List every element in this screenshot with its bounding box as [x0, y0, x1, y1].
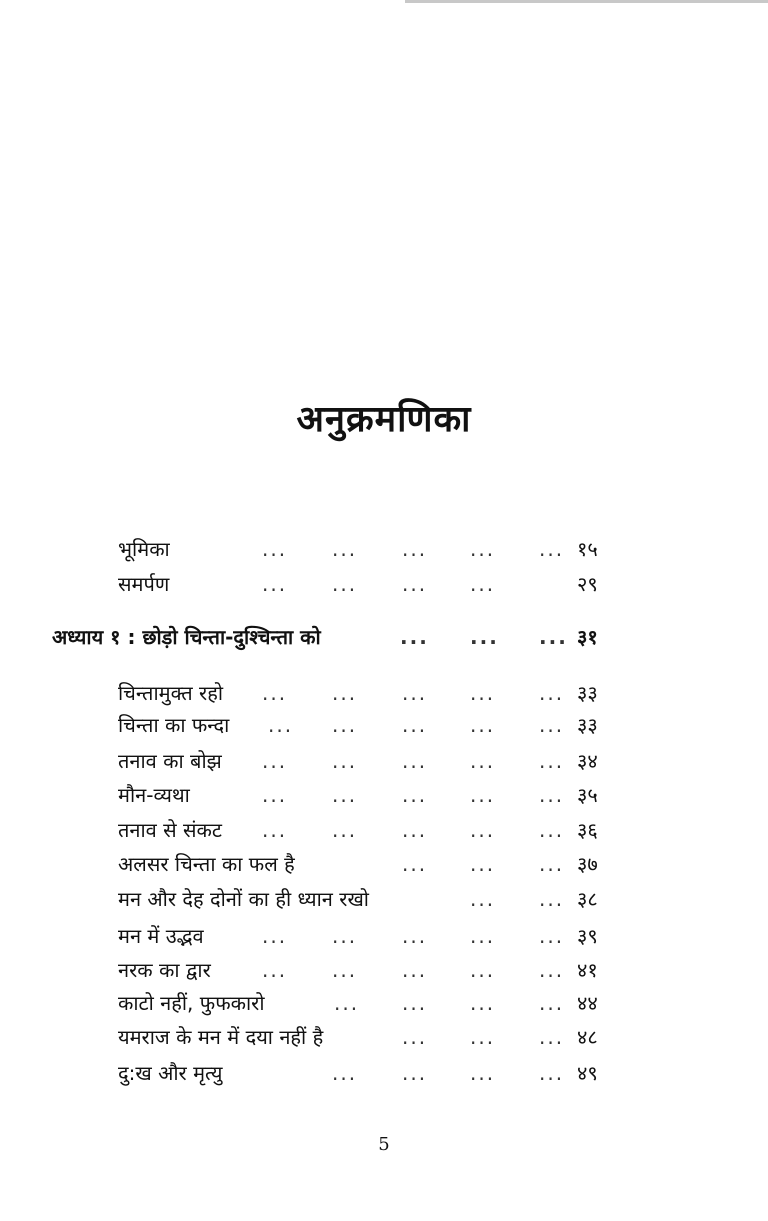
dot-leader: ... — [402, 1061, 428, 1085]
toc-entry-page: ३६ — [577, 818, 598, 842]
dot-leader: ... — [262, 783, 288, 807]
dot-leader: ... — [262, 924, 288, 948]
toc-entry-page: ३५ — [577, 783, 598, 807]
dot-leader: ... — [402, 852, 428, 876]
dot-leader: ... — [402, 1025, 428, 1049]
dot-leader: ... — [470, 783, 496, 807]
toc-entry-label: मन और देह दोनों का ही ध्यान रखो — [118, 887, 369, 911]
dot-leader: ... — [470, 852, 496, 876]
scan-edge-line — [405, 0, 768, 3]
toc-entry — [0, 953, 768, 987]
toc-entry-label: समर्पण — [118, 572, 170, 596]
toc-entry-label: नरक का द्वार — [118, 958, 211, 982]
toc-entry-page: ३७ — [577, 852, 598, 876]
dot-leader: ... — [470, 958, 496, 982]
dot-leader: ... — [332, 749, 358, 773]
toc-entry-label: मौन-व्यथा — [118, 783, 190, 807]
toc-entry-page: ४४ — [577, 991, 598, 1015]
toc-entry-page: ३८ — [577, 887, 598, 911]
dot-leader: ... — [402, 572, 428, 596]
dot-leader: ... — [262, 749, 288, 773]
toc-entry — [0, 813, 768, 847]
toc-entry-label: चिन्ता का फन्दा — [118, 713, 230, 737]
toc-entry-page: ३३ — [577, 713, 598, 737]
dot-leader: ... — [539, 1061, 565, 1085]
dot-leader: ... — [332, 713, 358, 737]
dot-leader: ... — [539, 887, 565, 911]
dot-leader: ... — [539, 537, 565, 561]
dot-leader: ... — [539, 1025, 565, 1049]
toc-entry — [0, 708, 768, 742]
dot-leader: ... — [470, 713, 496, 737]
dot-leader: ... — [402, 818, 428, 842]
toc-entry-page: ४१ — [577, 958, 598, 982]
dot-leader: ... — [539, 924, 565, 948]
toc-entry-label: मन में उद्भव — [118, 924, 204, 948]
toc-entry — [0, 778, 768, 812]
dot-leader: ... — [402, 783, 428, 807]
dot-leader: ... — [539, 713, 565, 737]
dot-leader: ... — [470, 1061, 496, 1085]
toc-entry-label: चिन्तामुक्त रहो — [118, 681, 224, 705]
toc-entry — [0, 567, 768, 601]
toc-entry — [0, 744, 768, 778]
dot-leader: ... — [332, 537, 358, 561]
dot-leader: ... — [470, 887, 496, 911]
toc-entry — [0, 882, 768, 916]
dot-leader: ... — [539, 818, 565, 842]
dot-leader: ... — [539, 681, 565, 705]
dot-leader: ... — [334, 991, 360, 1015]
dot-leader: ... — [539, 991, 565, 1015]
dot-leader: ... — [470, 1025, 496, 1049]
toc-entry — [0, 532, 768, 566]
page-number: 5 — [378, 1134, 390, 1155]
toc-entry-page: ४८ — [577, 1025, 598, 1049]
dot-leader: ... — [470, 681, 496, 705]
dot-leader: ... — [539, 749, 565, 773]
dot-leader: ... — [332, 924, 358, 948]
toc-entry — [0, 1056, 768, 1090]
dot-leader: ... — [402, 991, 428, 1015]
toc-entry — [0, 1020, 768, 1054]
dot-leader: ... — [332, 681, 358, 705]
dot-leader: ... — [332, 818, 358, 842]
dot-leader: ... — [470, 749, 496, 773]
dot-leader: ... — [470, 818, 496, 842]
toc-entry-page: ३४ — [577, 749, 598, 773]
dot-leader: ... — [332, 783, 358, 807]
dot-leader: ... — [539, 852, 565, 876]
toc-entry-page: ३९ — [577, 924, 598, 948]
toc-entry-page: २९ — [577, 572, 598, 596]
dot-leader: ... — [539, 958, 565, 982]
toc-entry-label: काटो नहीं, फुफकारो — [118, 991, 265, 1015]
toc-entry — [0, 847, 768, 881]
dot-leader: ... — [470, 924, 496, 948]
dot-leader: ... — [402, 924, 428, 948]
toc-entry-label: तनाव से संकट — [118, 818, 222, 842]
toc-entry-label: दु:ख और मृत्यु — [118, 1061, 223, 1085]
dot-leader: ... — [268, 713, 294, 737]
dot-leader: ... — [402, 713, 428, 737]
dot-leader: ... — [262, 537, 288, 561]
dot-leader: ... — [539, 625, 568, 649]
dot-leader: ... — [470, 991, 496, 1015]
dot-leader: ... — [402, 958, 428, 982]
dot-leader: ... — [539, 783, 565, 807]
dot-leader: ... — [470, 572, 496, 596]
dot-leader: ... — [332, 572, 358, 596]
toc-entry — [0, 986, 768, 1020]
dot-leader: ... — [332, 958, 358, 982]
dot-leader: ... — [402, 749, 428, 773]
dot-leader: ... — [402, 537, 428, 561]
dot-leader: ... — [470, 625, 499, 649]
toc-entry-page: ३३ — [577, 681, 598, 705]
toc-entry-label: भूमिका — [118, 537, 170, 561]
dot-leader: ... — [262, 958, 288, 982]
dot-leader: ... — [262, 572, 288, 596]
dot-leader: ... — [470, 537, 496, 561]
dot-leader: ... — [262, 818, 288, 842]
toc-entry-label: यमराज के मन में दया नहीं है — [118, 1025, 324, 1049]
dot-leader: ... — [332, 1061, 358, 1085]
toc-chapter-page: ३१ — [577, 625, 598, 649]
dot-leader: ... — [262, 681, 288, 705]
toc-entry-label: तनाव का बोझ — [118, 749, 222, 773]
toc-entry-page: ४९ — [577, 1061, 598, 1085]
toc-chapter-label: अध्याय १ : छोड़ो चिन्ता-दुश्चिन्ता को — [52, 625, 321, 649]
dot-leader: ... — [402, 681, 428, 705]
toc-entry-label: अलसर चिन्ता का फल है — [118, 852, 295, 876]
page-title: अनुक्रमणिका — [296, 399, 472, 440]
toc-entry — [0, 919, 768, 953]
toc-chapter-entry — [0, 620, 768, 654]
toc-entry-page: १५ — [577, 537, 598, 561]
dot-leader: ... — [400, 625, 429, 649]
toc-entry — [0, 676, 768, 710]
